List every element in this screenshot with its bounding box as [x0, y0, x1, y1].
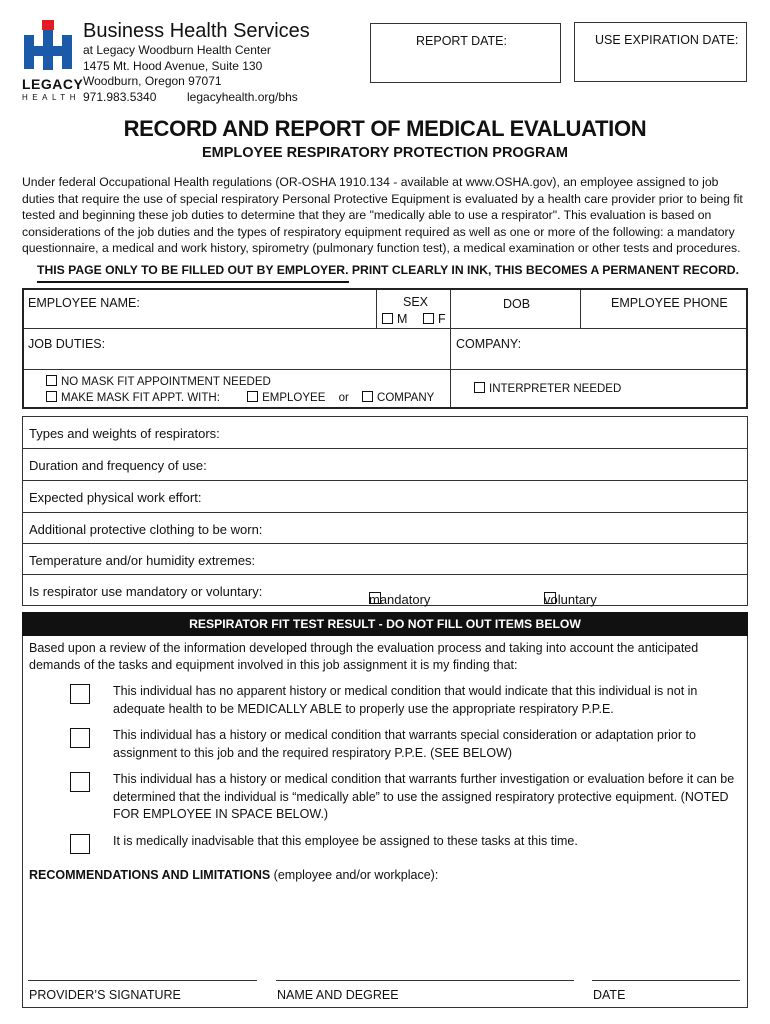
- respirator-row[interactable]: [22, 481, 748, 513]
- recommendations-note: (employee and/or workplace):: [270, 868, 439, 882]
- page-subtitle: EMPLOYEE RESPIRATORY PROTECTION PROGRAM: [201, 145, 569, 161]
- finding-checkbox-4[interactable]: [70, 834, 90, 854]
- or-label: or: [338, 392, 349, 404]
- finding-text-2: This individual has a history or medical condition that warrants special consideration or adaptation prior to assignment to this job and the required respiratory P.P.E. (SEE BELOW): [113, 728, 696, 760]
- name-degree-line[interactable]: [276, 980, 574, 981]
- respirator-row-label: Duration and frequency of use:: [29, 458, 207, 473]
- logo-subtext: HEALTH: [22, 93, 80, 102]
- finding-text-3: This individual has a history or medical condition that warrants further investigation or evaluation before it can be determined that the individual is “medically able” to use the assigned respiratory protective equipment. (NOTED FOR EMPLOYEE IN SPACE BELOW.): [113, 772, 735, 821]
- finding-text-4: It is medically inadvisable that this employee be assigned to these tasks at this time.: [113, 834, 578, 848]
- provider-signature-label: PROVIDER’S SIGNATURE: [29, 988, 181, 1002]
- address-block: [83, 43, 298, 105]
- interpreter-option: [474, 382, 621, 395]
- recommendations-heading: [29, 868, 438, 882]
- sex-m-checkbox[interactable]: [382, 313, 393, 324]
- use-expiration-label: USE EXPIRATION DATE:: [595, 33, 739, 47]
- date-line[interactable]: [592, 980, 740, 981]
- sex-field: [377, 290, 450, 328]
- respirator-row[interactable]: [22, 513, 748, 544]
- respirator-row-label: Expected physical work effort:: [29, 490, 202, 505]
- respirator-row-label: Temperature and/or humidity extremes:: [29, 553, 256, 568]
- finding-intro: Based upon a review of the information developed through the evaluation process and taking into account the anticipated demands of the tasks and equipment involved in this job assignment it is my finding that:: [29, 641, 699, 672]
- company-option-label: COMPANY: [377, 392, 435, 404]
- employee-option-checkbox[interactable]: [247, 391, 258, 402]
- voluntary-label: voluntary: [544, 592, 597, 607]
- mandatory-label: mandatory: [369, 592, 431, 607]
- finding-checkbox-3[interactable]: [70, 772, 90, 792]
- job-duties-label: JOB DUTIES:: [28, 337, 106, 351]
- respirator-row-label: Types and weights of respirators:: [29, 426, 220, 441]
- respirator-row[interactable]: [22, 416, 748, 449]
- finding-checkbox-1[interactable]: [70, 684, 90, 704]
- report-date-box[interactable]: [370, 23, 561, 83]
- finding-checkbox-2[interactable]: [70, 728, 90, 748]
- make-mask-fit-label: MAKE MASK FIT APPT. WITH:: [61, 392, 220, 404]
- interpreter-checkbox[interactable]: [474, 382, 485, 393]
- interpreter-label: INTERPRETER NEEDED: [489, 383, 622, 395]
- report-date-label: REPORT DATE:: [416, 34, 507, 48]
- date-label: DATE: [593, 988, 626, 1002]
- company-field[interactable]: [451, 329, 746, 369]
- recommendations-label: RECOMMENDATIONS AND LIMITATIONS: [29, 868, 271, 882]
- employee-name-label: EMPLOYEE NAME:: [28, 296, 140, 310]
- employee-phone-label: EMPLOYEE PHONE: [611, 296, 728, 310]
- dob-label: DOB: [503, 297, 531, 311]
- company-label: COMPANY:: [456, 337, 522, 351]
- org-name: Business Health Services: [83, 20, 310, 42]
- respirator-row[interactable]: [22, 544, 748, 575]
- employee-phone-field[interactable]: [581, 290, 746, 328]
- dob-field[interactable]: [451, 290, 580, 328]
- name-degree-label: NAME AND DEGREE: [277, 988, 399, 1002]
- job-duties-field[interactable]: [24, 329, 450, 369]
- make-mask-fit-checkbox[interactable]: [46, 391, 57, 402]
- employer-notice-a: THIS PAGE ONLY TO BE FILLED OUT BY EMPLOYER.: [37, 263, 349, 283]
- use-expiration-box[interactable]: [574, 22, 747, 82]
- employer-notice: [37, 263, 739, 277]
- respirator-row-label: Is respirator use mandatory or voluntary:: [29, 584, 263, 599]
- phone: 971.983.5340: [83, 89, 157, 104]
- employee-name-field[interactable]: [24, 290, 376, 328]
- employee-option-label: EMPLOYEE: [262, 392, 326, 404]
- company-option-checkbox[interactable]: [362, 391, 373, 402]
- intro-paragraph: Under federal Occupational Health regulations (OR-OSHA 1910.134 - available at www.OSHA.gov), an employee assigned to job duties that require the use of special respiratory Personal Protective Equipment is evaluated by a health care provider prior to being fit tested and beginning these job duties to determine that they are "medically able to use a respirator". This evaluation is based on considerations of the job duties and the types of respiratory equipment required as well as one or more of the following: a mandatory questionnaire, a medical and work history, spirometry (pulmonary function test), a medical examination or other tests and procedures.: [22, 175, 743, 255]
- address-line: Woodburn, Oregon 97071: [83, 74, 222, 88]
- recommendations-area[interactable]: [28, 890, 740, 970]
- no-mask-fit-checkbox[interactable]: [46, 375, 57, 386]
- logo-text: LEGACY: [22, 76, 84, 92]
- address-line: 1475 Mt. Hood Avenue, Suite 130: [83, 58, 263, 73]
- sex-m-label: M: [397, 312, 408, 326]
- fit-test-header-text: RESPIRATOR FIT TEST RESULT - DO NOT FILL OUT ITEMS BELOW: [189, 617, 581, 631]
- provider-signature-line[interactable]: [28, 980, 257, 981]
- sex-f-label: F: [438, 312, 446, 326]
- page-title: RECORD AND REPORT OF MEDICAL EVALUATION: [123, 116, 647, 141]
- finding-text-1: This individual has no apparent history or medical condition that would indicate that this individual is not in adequate health to be MEDICALLY ABLE to properly use the appropriate respiratory P.P.E.: [113, 684, 698, 716]
- address-line: at Legacy Woodburn Health Center: [83, 43, 271, 57]
- mask-fit-options: [46, 374, 434, 406]
- respirator-row-label: Additional protective clothing to be worn:: [29, 522, 263, 537]
- divider: [450, 370, 451, 407]
- respirator-row: [22, 575, 748, 606]
- no-mask-fit-label: NO MASK FIT APPOINTMENT NEEDED: [61, 376, 271, 388]
- employer-notice-b: PRINT CLEARLY IN INK, THIS BECOMES A PERMANENT RECORD.: [348, 263, 739, 277]
- respirator-row[interactable]: [22, 449, 748, 481]
- sex-label: SEX: [403, 295, 429, 309]
- divider: [24, 369, 746, 370]
- website: legacyhealth.org/bhs: [187, 89, 298, 104]
- sex-f-checkbox[interactable]: [423, 313, 434, 324]
